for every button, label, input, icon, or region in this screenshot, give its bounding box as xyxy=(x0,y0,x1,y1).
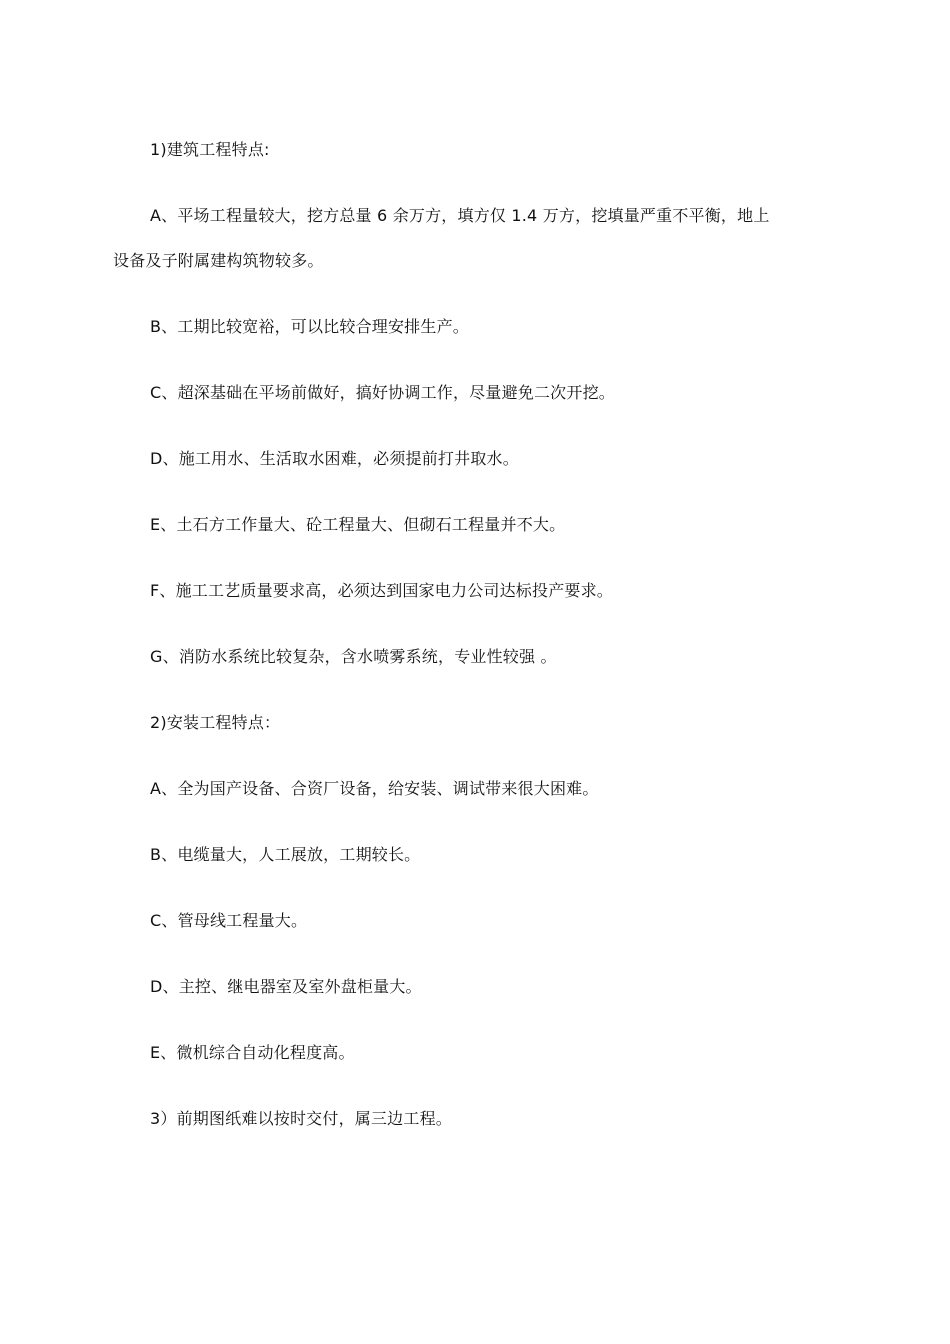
construction-item-d: D、施工用水、生活取水困难，必须提前打井取水。 xyxy=(150,449,519,468)
installation-item-e: E、微机综合自动化程度高。 xyxy=(150,1043,355,1062)
construction-item-b: B、工期比较宽裕，可以比较合理安排生产。 xyxy=(150,317,469,336)
construction-item-a-line-2: 设备及子附属建构筑物较多。 xyxy=(113,251,324,270)
section-heading-construction: 1)建筑工程特点: xyxy=(150,140,270,159)
construction-item-g: G、消防水系统比较复杂，含水喷雾系统，专业性较强 。 xyxy=(150,647,557,666)
construction-item-e: E、土石方工作量大、砼工程量大、但砌石工程量并不大。 xyxy=(150,515,566,534)
installation-item-a: A、全为国产设备、合资厂设备，给安装、调试带来很大困难。 xyxy=(150,779,599,798)
section-heading-installation: 2)安装工程特点： xyxy=(150,713,281,732)
construction-item-c: C、超深基础在平场前做好，搞好协调工作，尽量避免二次开挖。 xyxy=(150,383,615,402)
installation-item-b: B、电缆量大，人工展放，工期较长。 xyxy=(150,845,421,864)
construction-item-a-line-1: A、平场工程量较大，挖方总量 6 余万方，填方仅 1.4 万方，挖填量严重不平衡，地上 xyxy=(150,206,770,225)
section-heading-drawings: 3）前期图纸难以按时交付，属三边工程。 xyxy=(150,1109,452,1128)
installation-item-d: D、主控、继电器室及室外盘柜量大。 xyxy=(150,977,422,996)
installation-item-c: C、管母线工程量大。 xyxy=(150,911,308,930)
construction-item-f: F、施工工艺质量要求高，必须达到国家电力公司达标投产要求。 xyxy=(150,581,614,600)
